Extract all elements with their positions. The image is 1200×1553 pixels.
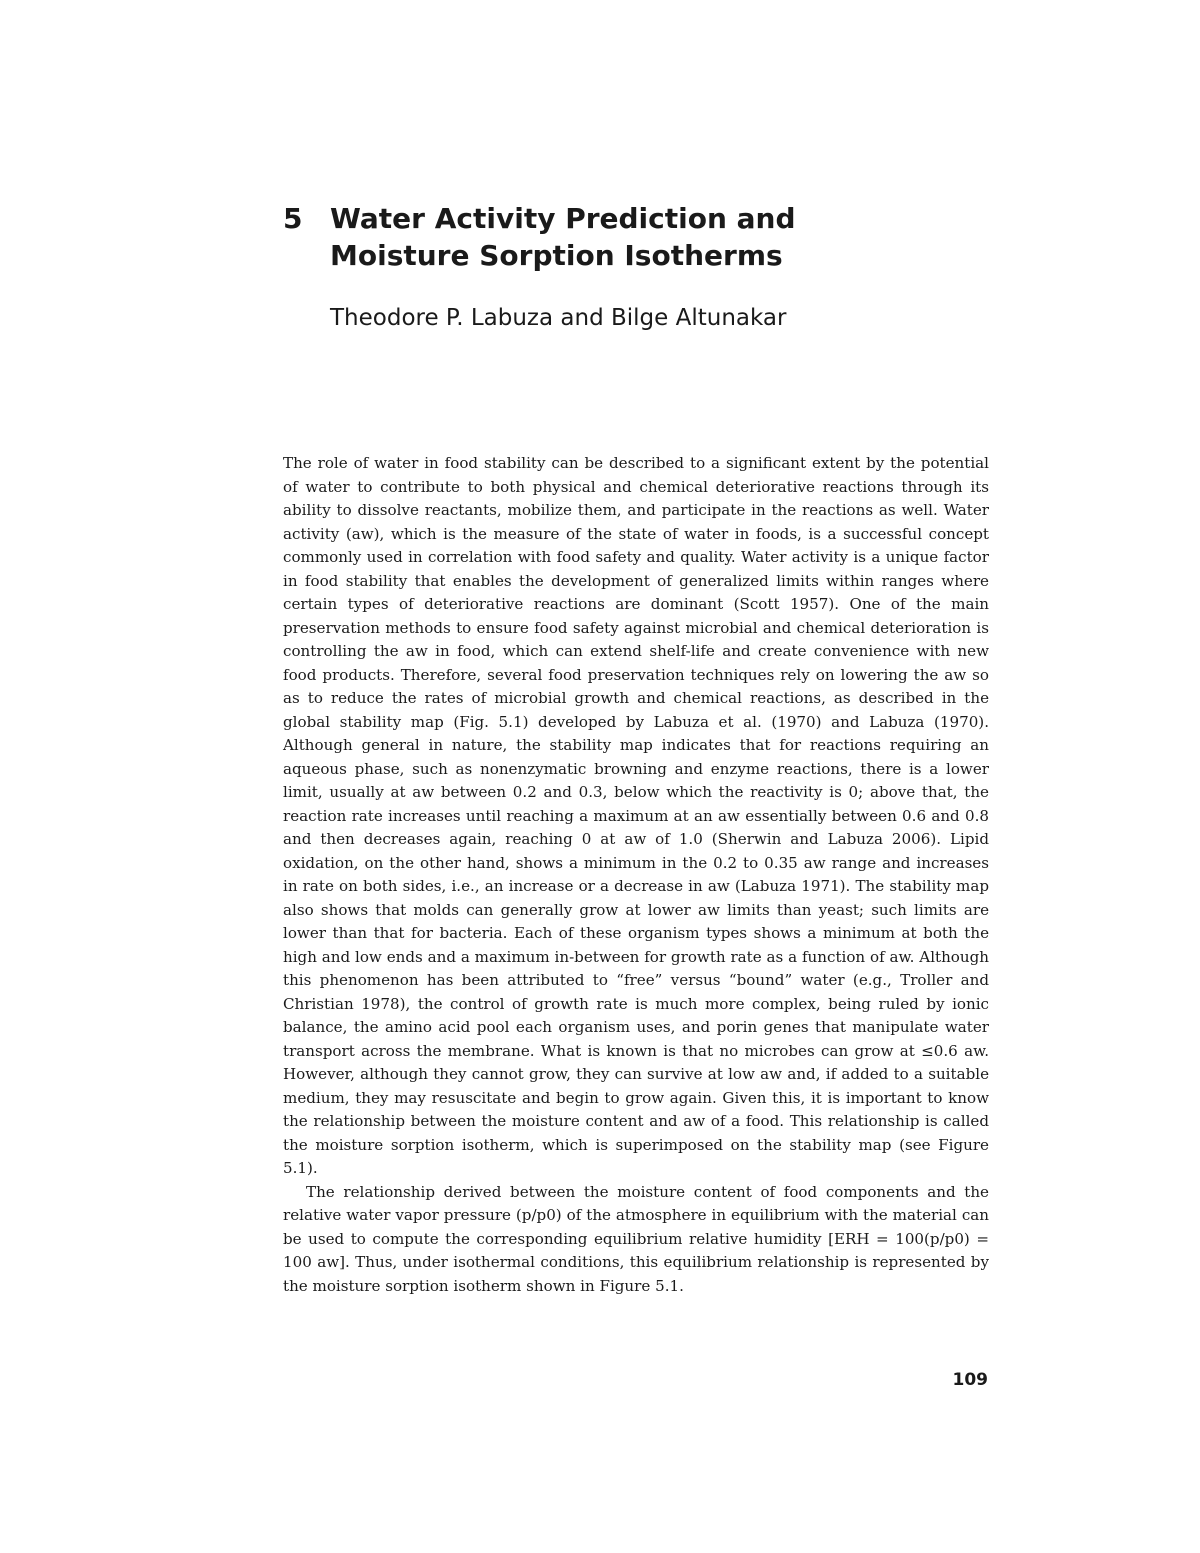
- chapter-number: 5: [283, 202, 303, 235]
- chapter-title: [330, 200, 983, 274]
- chapter-authors: Theodore P. Labuza and Bilge Altunakar: [330, 305, 787, 331]
- chapter-title-line-2: Moisture Sorption Isotherms: [330, 239, 783, 272]
- chapter-title-line-1: Water Activity Prediction and: [330, 202, 796, 235]
- body-paragraph-1: The role of water in food stability can be described to a significant extent by the potential of water to contribute to both physical and chemical deteriorative reactions through its ability to dissolve reactants, mobilize them, and participate in the reactions as well. Water activity (aw), which is the measure of the state of water in foods, is a successful concept commonly used in correlation with food safety and quality. Water activity is a unique factor in food stability that enables the development of generalized limits within ranges where certain types of deteriorative reactions are dominant (Scott 1957). One of the main preservation methods to ensure food safety against microbial and chemical deterioration is controlling the aw in food, which can extend shelf-life and create convenience with new food products. Therefore, several food preservation techniques rely on lowering the aw so as to reduce the rates of microbial growth and chemical reactions, as described in the global stability map (Fig. 5.1) developed by Labuza et al. (1970) and Labuza (1970). Although general in nature, the stability map indicates that for reactions requiring an aqueous phase, such as nonenzymatic browning and enzyme reactions, there is a lower limit, usually at aw between 0.2 and 0.3, below which the reactivity is 0; above that, the reaction rate increases until reaching a maximum at an aw essentially between 0.6 and 0.8 and then decreases again, reaching 0 at aw of 1.0 (Sherwin and Labuza 2006). Lipid oxidation, on the other hand, shows a minimum in the 0.2 to 0.35 aw range and increases in rate on both sides, i.e., an increase or a decrease in aw (Labuza 1971). The stability map also shows that molds can generally grow at lower aw limits than yeast; such limits are lower than that for bacteria. Each of these organism types shows a minimum at both the high and low ends and a maximum in-between for growth rate as a function of aw. Although this phenomenon has been attributed to “free” versus “bound” water (e.g., Troller and Christian 1978), the control of growth rate is much more complex, being ruled by ionic balance, the amino acid pool each organism uses, and porin genes that manipulate water transport across the membrane. What is known is that no microbes can grow at ≤0.6 aw. However, although they cannot grow, they can survive at low aw and, if added to a suitable medium, they may resuscitate and begin to grow again. Given this, it is important to know the relationship between the moisture content and aw of a food. This relationship is called the moisture sorption isotherm, which is superimposed on the stability map (see Figure 5.1).: [283, 454, 989, 1177]
- chapter-heading: [283, 200, 983, 274]
- body-text: [283, 452, 989, 1298]
- body-paragraph-2: The relationship derived between the moisture content of food components and the relative water vapor pressure (p/p0) of the atmosphere in equilibrium with the material can be used to compute the corresponding equilibrium relative humidity [ERH = 100(p/p0) = 100 aw]. Thus, under isothermal conditions, this equilibrium relationship is represented by the moisture sorption isotherm shown in Figure 5.1.: [283, 1182, 989, 1295]
- page-number: 109: [952, 1370, 988, 1390]
